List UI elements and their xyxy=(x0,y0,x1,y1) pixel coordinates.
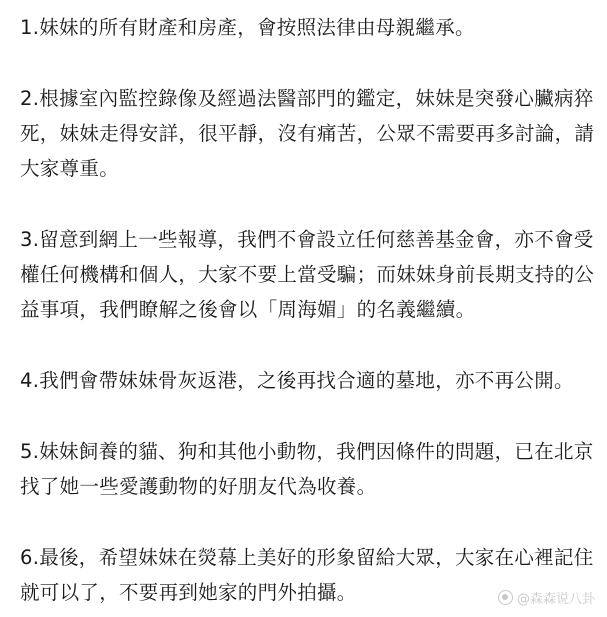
watermark-logo-icon xyxy=(498,590,513,605)
statement-paragraph-3: 3.留意到網上一些報導，我們不會設立任何慈善基金會，亦不會受權任何機構和個人，大家不要上當受騙；而妹妹身前長期支持的公益事項，我們瞭解之後會以「周海媚」的名義繼續。 xyxy=(20,228,595,321)
watermark-text: @森森说八卦 xyxy=(516,592,595,607)
statement-document xyxy=(20,10,595,610)
statement-paragraph-1: 1.妹妹的所有財產和房產，會按照法律由母親繼承。 xyxy=(20,16,475,39)
statement-paragraph-5: 5.妹妹飼養的貓、狗和其他小動物，我們因條件的問題，已在北京找了她一些愛護動物的好朋友代為收養。 xyxy=(20,440,594,498)
statement-paragraph-2: 2.根據室內監控錄像及經過法醫部門的鑑定，妹妹是突發心臟病猝死，妹妹走得安詳，很平靜，沒有痛苦，公眾不需要再多討論，請大家尊重。 xyxy=(20,87,595,180)
watermark xyxy=(498,588,595,607)
statement-paragraph-4: 4.我們會帶妹妹骨灰返港，之後再找合適的墓地，亦不再公開。 xyxy=(20,369,574,392)
statement-paragraph-6: 6.最後，希望妹妹在熒幕上美好的形象留給大眾，大家在心裡記住就可以了，不要再到她家的門外拍攝。 xyxy=(20,546,594,604)
